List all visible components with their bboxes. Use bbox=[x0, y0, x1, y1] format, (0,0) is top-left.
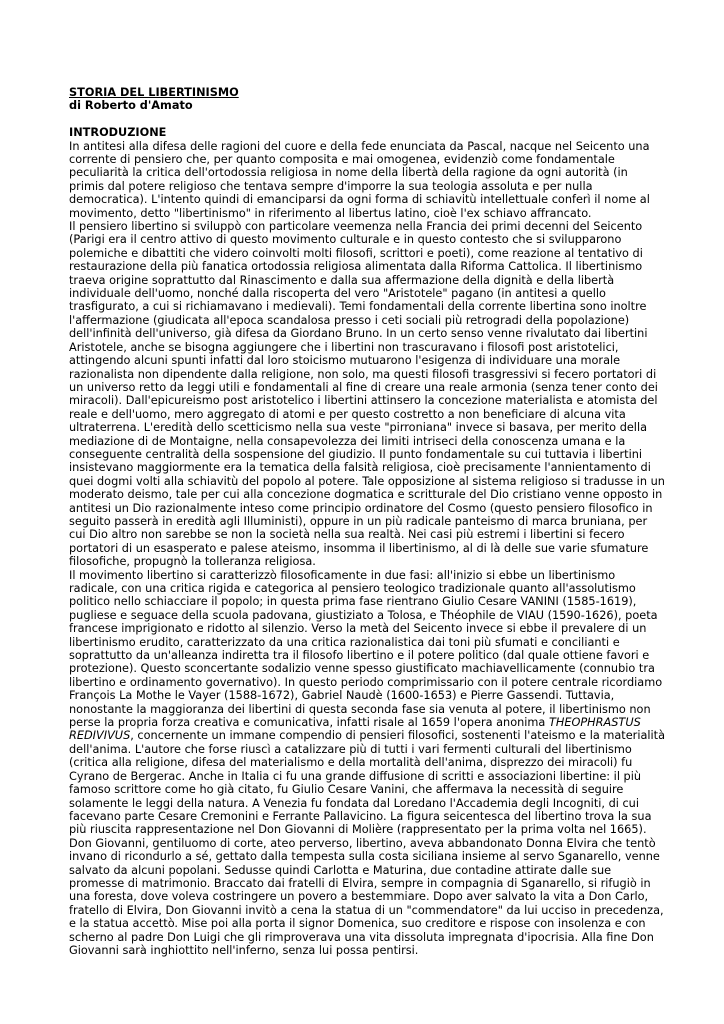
paragraph-phases-continued: , concernente un immane compendio di pensieri filosofici, sostenenti l'ateismo e la materialità dell'anima. L'autore che forse riuscì a catalizzare più di tutti i vari fermenti culturali del libertinismo (critica alla religione, difesa del materialismo e della mortalità dell'anima, disprezzo dei miracoli) fu Cyrano de Bergerac. Anche in Italia ci fu una grande diffusione di scritti e associazioni libertine: il più famoso scrittore come ho già citato, fu Giulio Cesare Vanini, che affermava la necessità di seguire solamente le leggi della natura. A Venezia fu fondata dal Loredano l'Accademia degli Incogniti, di cui facevano parte Cesare Cremonini e Ferrante Pallavicino. La figura seicentesca del libertino trova la sua più riuscita rappresentazione nel Don Giovanni di Molière (rappresentato per la prima volta nel 1665). Don Giovanni, gentiluomo di corte, ateo perverso, libertino, aveva abbandonato Donna Elvira che tentò invano di ricondurlo a sé, gettato dalla tempesta sulla costa siciliana insieme al servo Sganarello, venne salvato da alcuni popolani. Sedusse quindi Carlotta e Maturina, due contadine attirate dalle sue promesse di matrimonio. Braccato dai fratelli di Elvira, sempre in compagnia di Sganarello, si rifugiò in una foresta, dove voleva costringere un povero a bestemmiare. Dopo aver salvato la vita a Don Carlo, fratello di Elvira, Don Giovanni invitò a cena la statua di un "commendatore" da lui ucciso in precedenza, e la statua accettò. Mise poi alla porta il signor Domenica, suo creditore e rispose con insolenza e con scherno al padre Don Luigi che gli rimproverava una vita dissoluta impregnata d'ipocrisia. Alla fine Don Giovanni sarà inghiottito nell'inferno, senza lui possa pentirsi. bbox=[69, 729, 666, 957]
document-author: di Roberto d'Amato bbox=[69, 99, 193, 113]
document-title: STORIA DEL LIBERTINISMO bbox=[69, 86, 239, 99]
paragraph-phases bbox=[69, 569, 665, 958]
paragraph-intro: In antitesi alla difesa delle ragioni del cuore e della fede enunciata da Pascal, nacque nel Seicento una corrente di pensiero che, per quanto composita e mai omogenea, evidenziò come fondamentale peculiarità la critica dell'ortodossia religiosa in nome della libertà della ragione da ogni autorità (in primis dal potere religioso che tentava sempre d'imporre la sua teologia assoluta e per nulla democratica). L'intento quindi di emanciparsi da ogni forma di schiavitù intellettuale conferì il nome al movimento, detto "libertinismo" in riferimento al libertus latino, cioè l'ex schiavo affrancato. bbox=[69, 139, 650, 220]
section-heading: INTRODUZIONE bbox=[69, 126, 167, 140]
paragraph-phases-text: Il movimento libertino si caratterizzò filosoficamente in due fasi: all'inizio si ebbe un libertinismo radicale, con una critica rigida e categorica al pensiero teologico tradizionale quanto all'assolutismo politico nello schiacciare il popolo; in questa prima fase rientrano Giulio Cesare VANINI (1585-1619), pugliese e seguace della scuola padovana, giustiziato a Tolosa, e Théophile de VIAU (1590-1626), poeta francese imprigionato e ridotto al silenzio. Verso la metà del Seicento invece si ebbe il prevalere di un libertinismo erudito, caratterizzato da una critica razionalistica dai toni più sfumati e concilianti e soprattutto da un'alleanza indiretta tra il filosofo libertino e il potere politico (dal quale ottiene favori e protezione). Questo sconcertante sodalizio venne spesso giustificato machiavellicamente (connubio tra libertino e ordinamento governativo). In questo periodo comprimissario con il potere centrale ricordiamo François La Mothe le Vayer (1588-1672), Gabriel Naudè (1600-1653) e Pierre Gassendi. Tuttavia, nonostante la maggioranza dei libertini di questa seconda fase sia venuta al potere, il libertinismo non perse la propria forza creativa e comunicativa, infatti risale al 1659 l'opera anonima bbox=[69, 568, 663, 730]
document-page bbox=[69, 86, 665, 957]
work-title-theophrastus: THEOPHRASTUS REDIVIVUS bbox=[69, 716, 641, 743]
paragraph-origins: Il pensiero libertino si sviluppò con particolare veemenza nella Francia dei primi decenni del Seicento (Parigi era il centro attivo di questo movimento culturale e in questo contesto che si svilupparono polemiche e dibattiti che videro coinvolti molti filosofi, scrittori e poeti), come reazione al tentativo di restaurazione della più fanatica ortodossia religiosa alimentata dalla Riforma Cattolica. Il libertinismo traeva origine soprattutto dal Rinascimento e dalla sua affermazione della dignità e della libertà individuale dell'uomo, nonché dalla riscoperta del vero "Aristotele" pagano (in antitesi a quello trasfigurato, a cui si richiamavano i medievali). Temi fondamentali della corrente libertina sono inoltre l'affermazione (giudicata all'epoca scandalosa presso i ceti sociali più retrogradi della popolazione) dell'infinità dell'universo, già difesa da Giordano Bruno. In un certo senso venne rivalutato dai libertini Aristotele, anche se bisogna aggiungere che i libertini non trascuravano i filosofi post aristotelici, attingendo alcuni spunti infatti dal loro stoicismo mutuarono l'esigenza di individuare una morale razionalista non dipendente dalla religione, non solo, ma questi filosofi trasgressivi si fecero portatori di un universo retto da leggi utili e fondamentali al fine di creare una reale armonia (senza tener conto dei miracoli). Dall'epicureismo post aristotelico i libertini attinsero la concezione materialista e atomista del reale e dell'uomo, mero aggregato di atomi e per questo costretto a non beneficiare di alcuna vita ultraterrena. L'eredità dello scetticismo nella sua veste "pirroniana" invece si basava, per merito della mediazione di de Montaigne, nella consapevolezza dei limiti intriseci della conoscenza umana e la conseguente centralità della sospensione del giudizio. Il punto fondamentale su cui tuttavia i libertini insistevano maggiormente era la tematica della falsità religiosa, cioè precisamente l'annientamento di quei dogmi volti alla schiavitù del popolo al potere. Tale opposizione al sistema religioso si tradusse in un moderato deismo, tale per cui alla concezione dogmatica e scritturale del Dio cristiano venne opposto in antitesi un Dio razionalmente inteso come principio ordinatore del Cosmo (questo pensiero filosofico in seguito passerà in eredità agli Illuministi), oppure in un più radicale panteismo di marca bruniana, per cui Dio altro non sarebbe se non la società nella sua realtà. Nei casi più estremi i libertini si fecero portatori di un esasperato e palese ateismo, insomma il libertinismo, al di là delle sue varie sfumature filosofiche, propugnò la tolleranza religiosa. bbox=[69, 220, 665, 569]
